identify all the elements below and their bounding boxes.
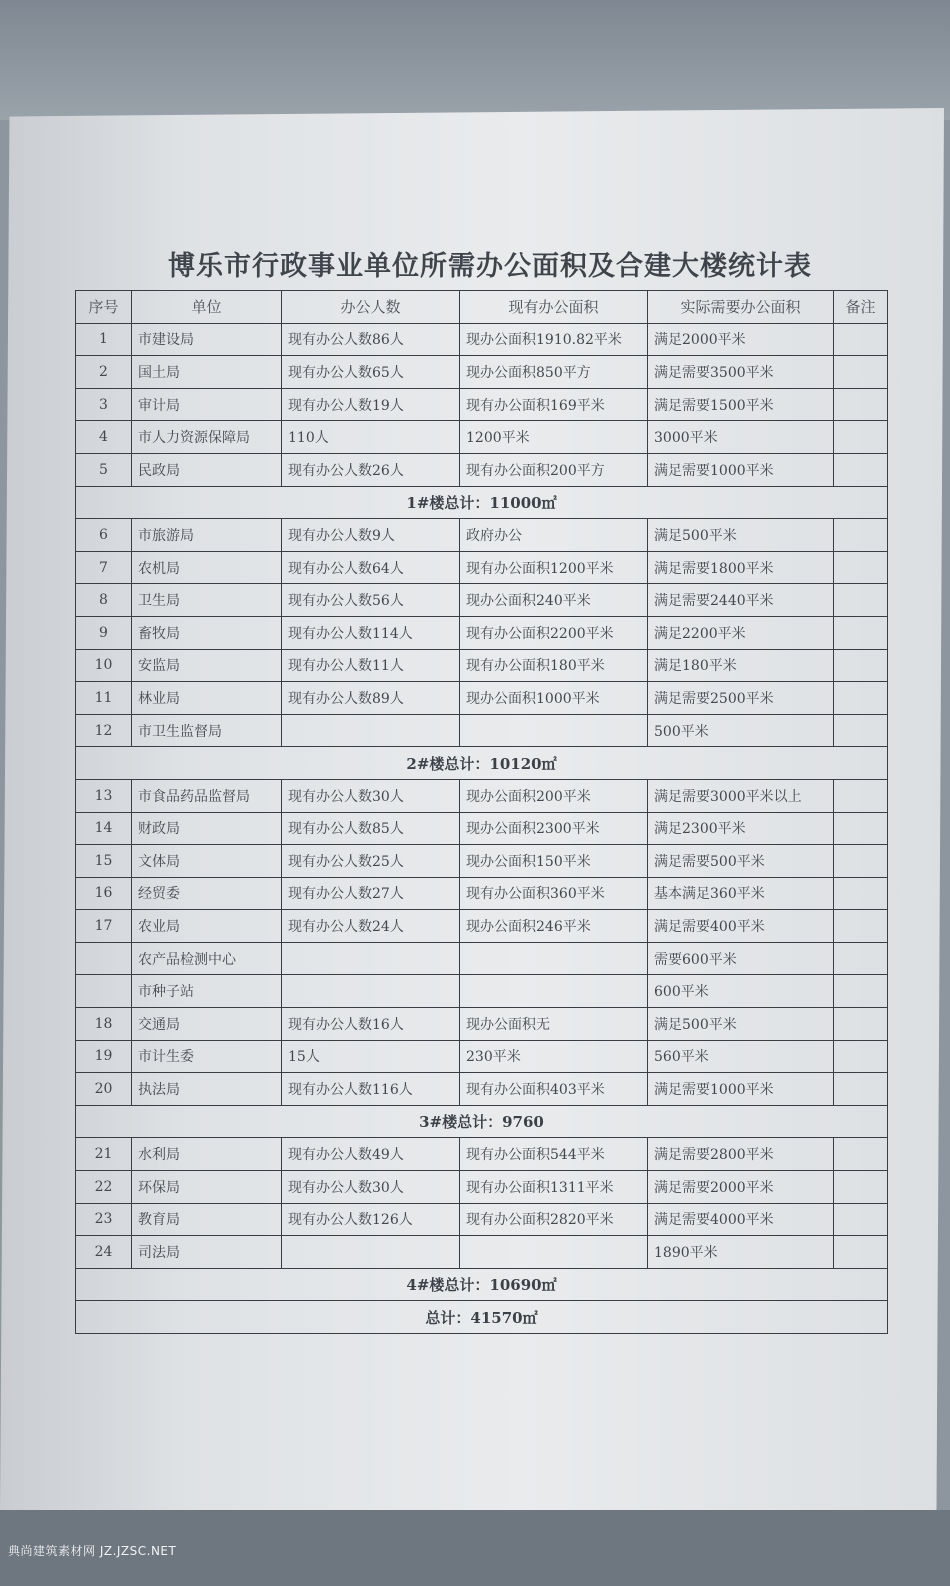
subtotal-text: 2#楼总计：10120㎡ — [76, 747, 888, 780]
table-row — [76, 682, 888, 715]
cell-current-area: 230平米 — [460, 1040, 648, 1073]
cell-current-area: 政府办公 — [460, 519, 648, 552]
subtotal-row — [76, 1105, 888, 1138]
cell-unit: 市建设局 — [132, 323, 282, 356]
table-row — [76, 356, 888, 389]
cell-remarks — [834, 714, 888, 747]
cell-serial: 11 — [76, 682, 132, 715]
cell-serial: 4 — [76, 421, 132, 454]
cell-remarks — [834, 584, 888, 617]
table-header-row — [76, 291, 888, 324]
cell-current-area: 现办公面积200平米 — [460, 779, 648, 812]
subtotal-row — [76, 1301, 888, 1334]
cell-remarks — [834, 356, 888, 389]
cell-unit: 市种子站 — [132, 975, 282, 1008]
cell-serial: 10 — [76, 649, 132, 682]
cell-serial: 15 — [76, 845, 132, 878]
cell-required-area: 满足需要400平米 — [648, 910, 834, 943]
table-row — [76, 1073, 888, 1106]
cell-serial: 7 — [76, 551, 132, 584]
cell-current-area: 现办公面积1000平米 — [460, 682, 648, 715]
cell-unit: 财政局 — [132, 812, 282, 845]
cell-serial: 20 — [76, 1073, 132, 1106]
cell-remarks — [834, 812, 888, 845]
cell-staff: 现有办公人数19人 — [282, 388, 460, 421]
cell-required-area: 满足需要4000平米 — [648, 1203, 834, 1236]
cell-remarks — [834, 616, 888, 649]
cell-required-area: 3000平米 — [648, 421, 834, 454]
cell-unit: 教育局 — [132, 1203, 282, 1236]
header-remarks: 备注 — [834, 291, 888, 324]
cell-staff: 现有办公人数26人 — [282, 453, 460, 486]
cell-staff: 现有办公人数116人 — [282, 1073, 460, 1106]
table-row — [76, 388, 888, 421]
subtotal-text: 3#楼总计：9760 — [76, 1105, 888, 1138]
header-staff: 办公人数 — [282, 291, 460, 324]
subtotal-text: 1#楼总计：11000㎡ — [76, 486, 888, 519]
cell-serial — [76, 975, 132, 1008]
cell-staff — [282, 975, 460, 1008]
cell-required-area: 满足需要500平米 — [648, 845, 834, 878]
watermark-text: 典尚建筑素材网 JZ.JZSC.NET — [8, 1544, 177, 1558]
cell-staff: 现有办公人数49人 — [282, 1138, 460, 1171]
cell-staff: 现有办公人数30人 — [282, 1171, 460, 1204]
cell-current-area — [460, 714, 648, 747]
table-row — [76, 975, 888, 1008]
document-title: 博乐市行政事业单位所需办公面积及合建大楼统计表 — [168, 251, 812, 282]
cell-remarks — [834, 1073, 888, 1106]
cell-staff: 现有办公人数126人 — [282, 1203, 460, 1236]
cell-serial: 12 — [76, 714, 132, 747]
table-row — [76, 551, 888, 584]
cell-required-area: 满足500平米 — [648, 519, 834, 552]
table-row — [76, 714, 888, 747]
cell-unit: 经贸委 — [132, 877, 282, 910]
cell-staff: 现有办公人数85人 — [282, 812, 460, 845]
cell-required-area: 1890平米 — [648, 1236, 834, 1269]
cell-remarks — [834, 551, 888, 584]
table-row — [76, 1171, 888, 1204]
cell-staff: 现有办公人数24人 — [282, 910, 460, 943]
cell-serial: 22 — [76, 1171, 132, 1204]
cell-current-area: 现有办公面积403平米 — [460, 1073, 648, 1106]
cell-remarks — [834, 519, 888, 552]
cell-required-area: 满足2000平米 — [648, 323, 834, 356]
cell-required-area: 560平米 — [648, 1040, 834, 1073]
subtotal-row — [76, 1268, 888, 1301]
cell-serial: 6 — [76, 519, 132, 552]
cell-staff — [282, 1236, 460, 1269]
cell-staff: 现有办公人数65人 — [282, 356, 460, 389]
cell-unit: 农业局 — [132, 910, 282, 943]
cell-unit: 安监局 — [132, 649, 282, 682]
cell-current-area — [460, 1236, 648, 1269]
cell-current-area: 现有办公面积360平米 — [460, 877, 648, 910]
cell-required-area: 满足需要2800平米 — [648, 1138, 834, 1171]
cell-remarks — [834, 453, 888, 486]
cell-remarks — [834, 1138, 888, 1171]
cell-staff: 现有办公人数25人 — [282, 845, 460, 878]
cell-required-area: 满足2300平米 — [648, 812, 834, 845]
cell-required-area: 满足需要1000平米 — [648, 453, 834, 486]
cell-required-area: 基本满足360平米 — [648, 877, 834, 910]
cell-current-area: 现有办公面积200平方 — [460, 453, 648, 486]
cell-current-area: 现有办公面积180平米 — [460, 649, 648, 682]
cell-serial: 16 — [76, 877, 132, 910]
cell-current-area: 现有办公面积2820平米 — [460, 1203, 648, 1236]
table-row — [76, 1040, 888, 1073]
cell-current-area: 1200平米 — [460, 421, 648, 454]
cell-remarks — [834, 910, 888, 943]
cell-staff: 现有办公人数30人 — [282, 779, 460, 812]
cell-remarks — [834, 421, 888, 454]
table-row — [76, 910, 888, 943]
cell-current-area: 现办公面积246平米 — [460, 910, 648, 943]
cell-required-area: 600平米 — [648, 975, 834, 1008]
cell-serial: 9 — [76, 616, 132, 649]
cell-current-area: 现有办公面积2200平米 — [460, 616, 648, 649]
cell-unit: 市卫生监督局 — [132, 714, 282, 747]
table-row — [76, 845, 888, 878]
cell-current-area: 现有办公面积169平米 — [460, 388, 648, 421]
cell-remarks — [834, 1236, 888, 1269]
cell-serial: 14 — [76, 812, 132, 845]
table-row — [76, 323, 888, 356]
cell-remarks — [834, 1203, 888, 1236]
cell-required-area: 500平米 — [648, 714, 834, 747]
cell-unit: 环保局 — [132, 1171, 282, 1204]
table-row — [76, 584, 888, 617]
cell-unit: 民政局 — [132, 453, 282, 486]
subtotal-text: 总计：41570㎡ — [76, 1301, 888, 1334]
cell-unit: 畜牧局 — [132, 616, 282, 649]
cell-required-area: 满足需要1000平米 — [648, 1073, 834, 1106]
cell-current-area: 现办公面积240平米 — [460, 584, 648, 617]
cell-remarks — [834, 682, 888, 715]
statistics-table — [75, 290, 888, 1334]
cell-unit: 市旅游局 — [132, 519, 282, 552]
table-row — [76, 616, 888, 649]
cell-staff — [282, 714, 460, 747]
cell-required-area: 满足2200平米 — [648, 616, 834, 649]
cell-remarks — [834, 975, 888, 1008]
cell-required-area: 满足需要2440平米 — [648, 584, 834, 617]
cell-unit: 卫生局 — [132, 584, 282, 617]
cell-required-area: 满足需要2000平米 — [648, 1171, 834, 1204]
cell-unit: 市人力资源保障局 — [132, 421, 282, 454]
cell-current-area — [460, 975, 648, 1008]
cell-current-area: 现办公面积1910.82平米 — [460, 323, 648, 356]
cell-unit: 司法局 — [132, 1236, 282, 1269]
cell-unit: 国土局 — [132, 356, 282, 389]
subtotal-row — [76, 747, 888, 780]
cell-unit: 林业局 — [132, 682, 282, 715]
table-row — [76, 1008, 888, 1041]
cell-staff: 现有办公人数86人 — [282, 323, 460, 356]
cell-staff: 现有办公人数27人 — [282, 877, 460, 910]
cell-unit: 市计生委 — [132, 1040, 282, 1073]
cell-staff: 现有办公人数64人 — [282, 551, 460, 584]
cell-unit: 农产品检测中心 — [132, 942, 282, 975]
cell-remarks — [834, 1171, 888, 1204]
cell-serial: 23 — [76, 1203, 132, 1236]
cell-remarks — [834, 845, 888, 878]
cell-staff: 现有办公人数89人 — [282, 682, 460, 715]
cell-required-area: 满足180平米 — [648, 649, 834, 682]
cell-required-area: 满足需要1500平米 — [648, 388, 834, 421]
table-row — [76, 1138, 888, 1171]
cell-current-area: 现办公面积无 — [460, 1008, 648, 1041]
cell-staff: 现有办公人数56人 — [282, 584, 460, 617]
cell-remarks — [834, 1040, 888, 1073]
cell-current-area — [460, 942, 648, 975]
cell-current-area: 现办公面积150平米 — [460, 845, 648, 878]
table-row — [76, 942, 888, 975]
cell-serial: 13 — [76, 779, 132, 812]
cell-serial: 24 — [76, 1236, 132, 1269]
cell-required-area: 满足需要2500平米 — [648, 682, 834, 715]
cell-current-area: 现办公面积850平方 — [460, 356, 648, 389]
cell-staff: 15人 — [282, 1040, 460, 1073]
table-row — [76, 519, 888, 552]
table-row — [76, 877, 888, 910]
cell-remarks — [834, 323, 888, 356]
cell-serial: 18 — [76, 1008, 132, 1041]
cell-unit: 市食品药品监督局 — [132, 779, 282, 812]
cell-serial — [76, 942, 132, 975]
cell-required-area: 满足需要1800平米 — [648, 551, 834, 584]
cell-serial: 19 — [76, 1040, 132, 1073]
cell-remarks — [834, 1008, 888, 1041]
cell-staff: 现有办公人数11人 — [282, 649, 460, 682]
header-current-area: 现有办公面积 — [460, 291, 648, 324]
cell-required-area: 满足需要3500平米 — [648, 356, 834, 389]
table-body — [76, 323, 888, 1333]
table-row — [76, 649, 888, 682]
cell-serial: 3 — [76, 388, 132, 421]
cell-unit: 农机局 — [132, 551, 282, 584]
table-row — [76, 812, 888, 845]
cell-current-area: 现有办公面积544平米 — [460, 1138, 648, 1171]
cell-serial: 17 — [76, 910, 132, 943]
cell-required-area: 满足需要3000平米以上 — [648, 779, 834, 812]
cell-remarks — [834, 942, 888, 975]
table-row — [76, 1236, 888, 1269]
cell-current-area: 现办公面积2300平米 — [460, 812, 648, 845]
cell-required-area: 需要600平米 — [648, 942, 834, 975]
cell-serial: 1 — [76, 323, 132, 356]
cell-unit: 执法局 — [132, 1073, 282, 1106]
cell-serial: 21 — [76, 1138, 132, 1171]
header-serial: 序号 — [76, 291, 132, 324]
header-required-area: 实际需要办公面积 — [648, 291, 834, 324]
cell-remarks — [834, 779, 888, 812]
cell-current-area: 现有办公面积1200平米 — [460, 551, 648, 584]
background-top — [0, 0, 950, 120]
table-row — [76, 453, 888, 486]
cell-staff — [282, 942, 460, 975]
cell-unit: 审计局 — [132, 388, 282, 421]
table-row — [76, 1203, 888, 1236]
subtotal-row — [76, 486, 888, 519]
cell-unit: 交通局 — [132, 1008, 282, 1041]
cell-staff: 现有办公人数16人 — [282, 1008, 460, 1041]
cell-staff: 现有办公人数114人 — [282, 616, 460, 649]
cell-serial: 2 — [76, 356, 132, 389]
header-unit: 单位 — [132, 291, 282, 324]
cell-staff: 现有办公人数9人 — [282, 519, 460, 552]
cell-serial: 5 — [76, 453, 132, 486]
cell-current-area: 现有办公面积1311平米 — [460, 1171, 648, 1204]
subtotal-text: 4#楼总计：10690㎡ — [76, 1268, 888, 1301]
cell-serial: 8 — [76, 584, 132, 617]
table-row — [76, 779, 888, 812]
cell-remarks — [834, 877, 888, 910]
cell-unit: 文体局 — [132, 845, 282, 878]
cell-remarks — [834, 649, 888, 682]
cell-staff: 110人 — [282, 421, 460, 454]
cell-required-area: 满足500平米 — [648, 1008, 834, 1041]
table-row — [76, 421, 888, 454]
cell-remarks — [834, 388, 888, 421]
cell-unit: 水利局 — [132, 1138, 282, 1171]
